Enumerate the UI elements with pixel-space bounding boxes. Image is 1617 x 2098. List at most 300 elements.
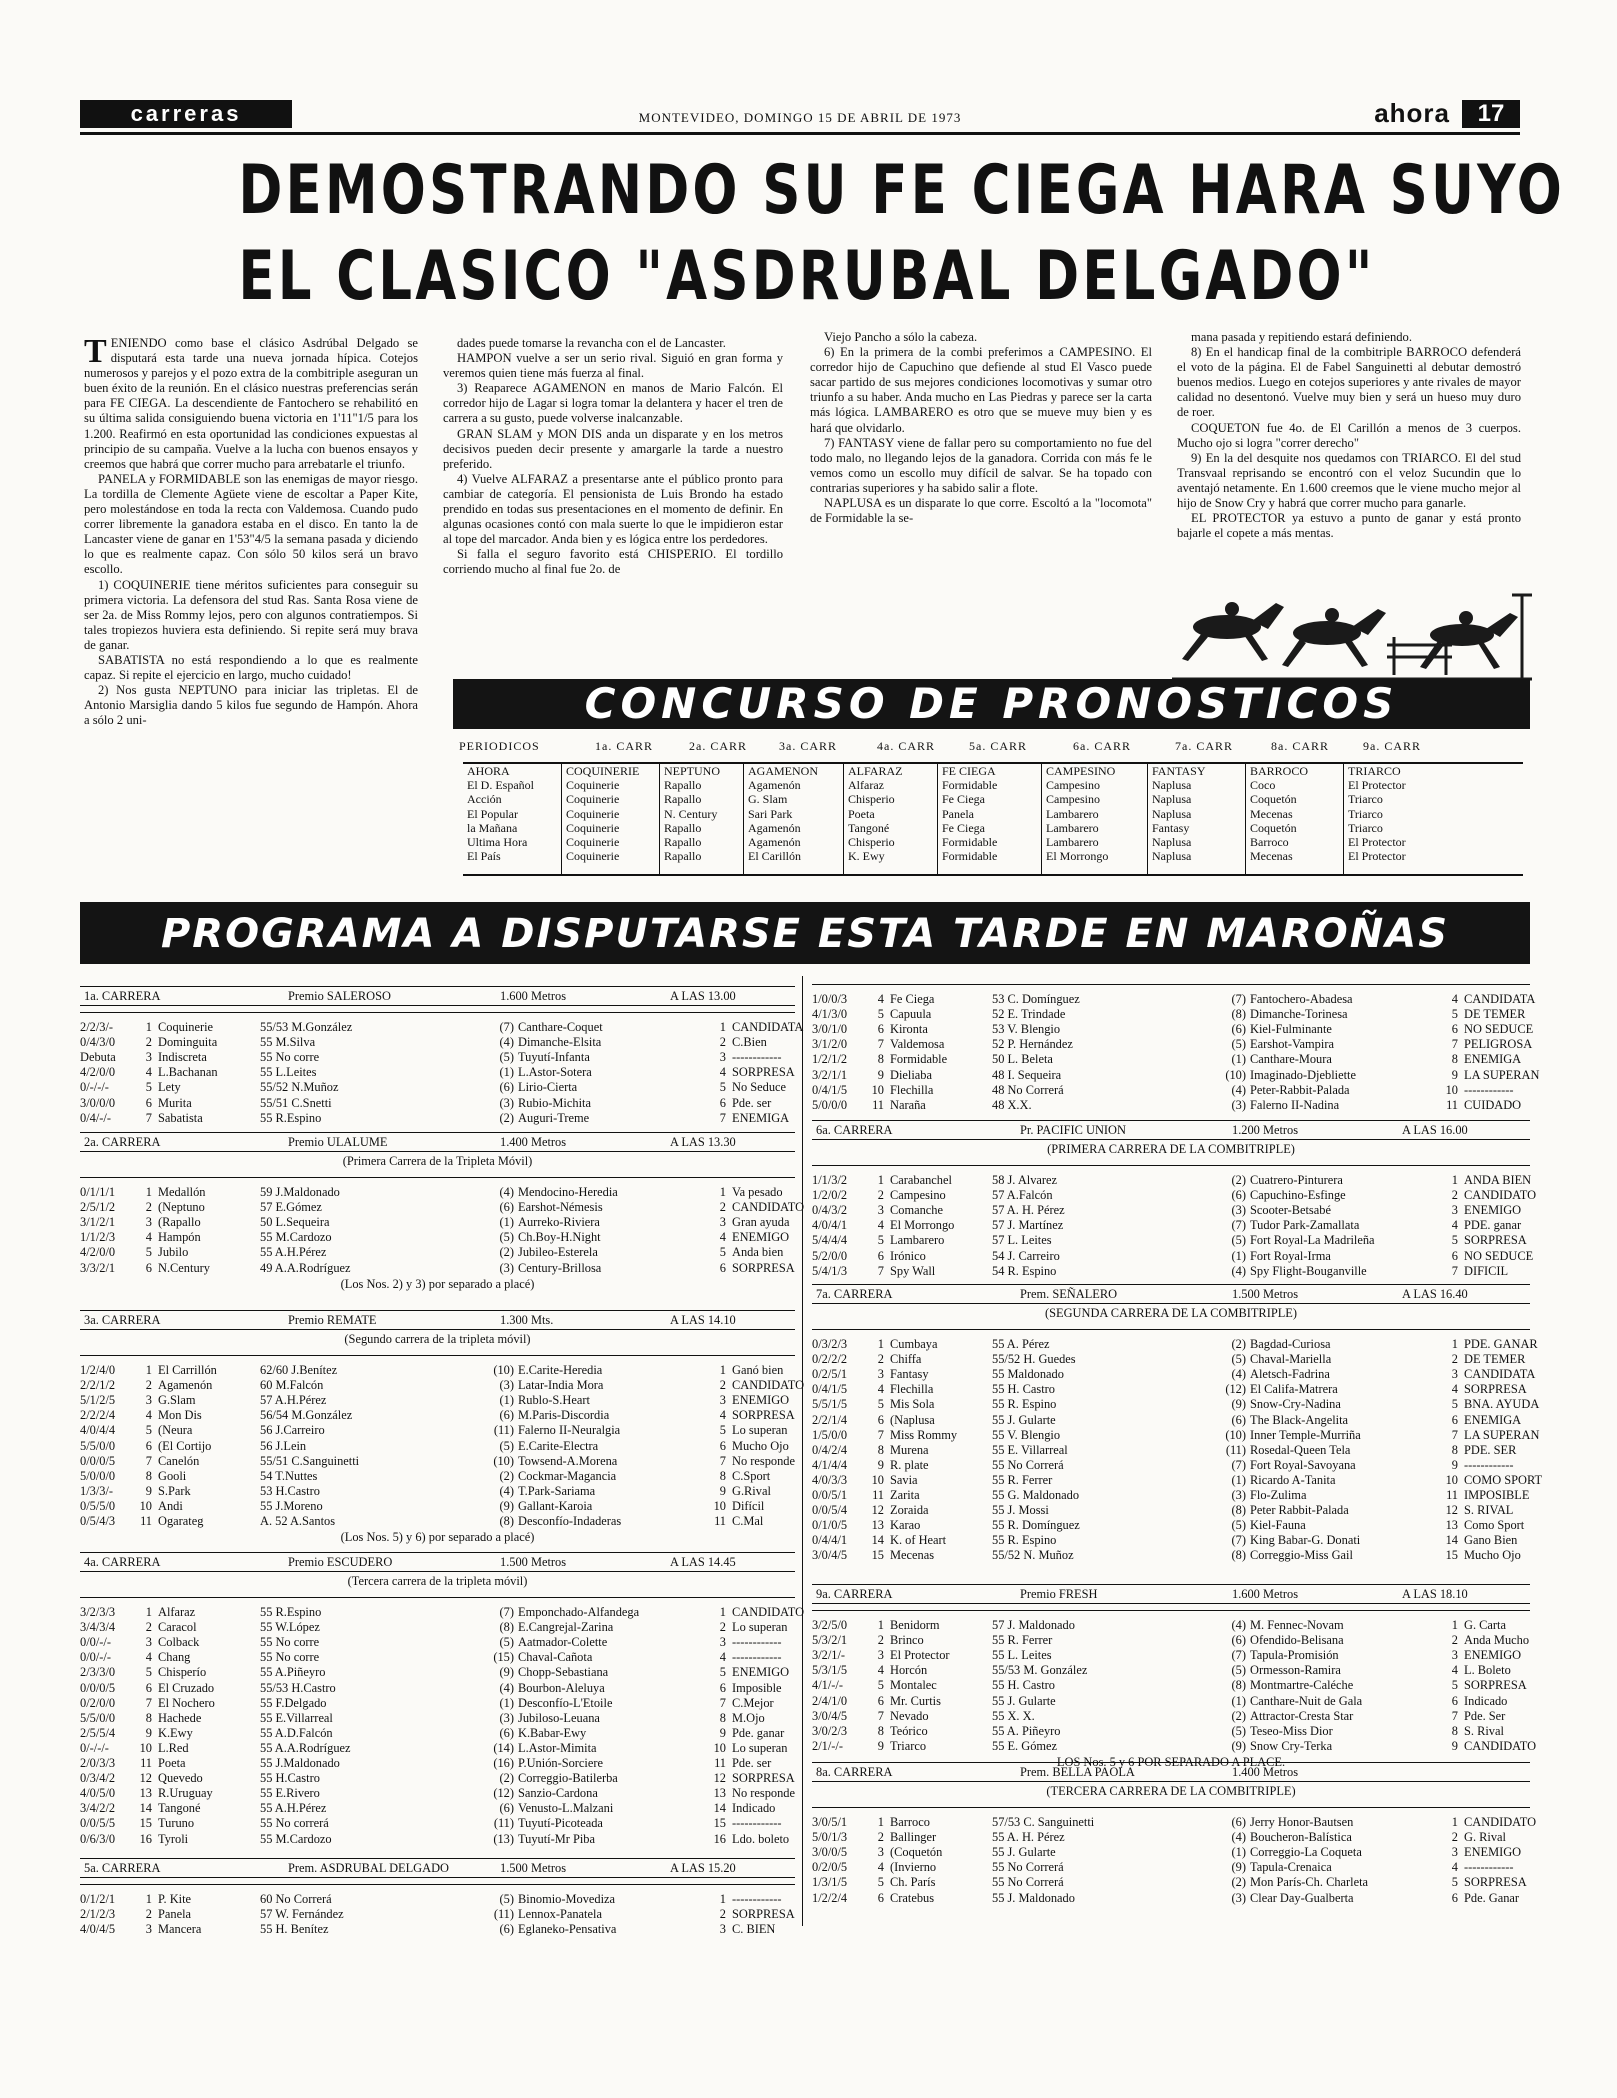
jockey: 48 No Correrá: [992, 1082, 1064, 1097]
number: 7: [145, 1695, 152, 1710]
number: 4: [877, 1860, 884, 1875]
number: 10: [139, 1740, 152, 1755]
comment: Pde. Ganar: [1464, 1890, 1520, 1905]
race-entry-row: [80, 1665, 795, 1680]
gate: (5): [499, 1892, 514, 1906]
jockey: 55 Maldonado: [992, 1367, 1064, 1382]
concurso-cell: Coco: [1250, 778, 1276, 793]
number: 5: [877, 1397, 884, 1412]
concurso-cell: Rapallo: [664, 820, 702, 835]
concurso-cell: Acción: [467, 792, 502, 807]
race-entry-row: [812, 1052, 1530, 1067]
form: 1/1/2/3: [80, 1230, 116, 1245]
gate: (3): [1231, 1097, 1246, 1112]
jockey: 55 H.Castro: [260, 1771, 320, 1786]
jockey: 53 V. Blengio: [992, 1022, 1061, 1037]
pedigree: Cuatrero-Pinturera: [1250, 1173, 1343, 1187]
horse: Capuula: [890, 1007, 932, 1022]
form: 5/1/2/5: [80, 1393, 116, 1408]
pick-number: 5: [719, 1245, 726, 1260]
concurso-cell: Rapallo: [664, 792, 702, 807]
number: 6: [877, 1412, 884, 1427]
gate: (9): [499, 1665, 514, 1680]
race-entry-row: [80, 1620, 795, 1635]
number: 4: [877, 1382, 884, 1397]
gate: (6): [499, 1725, 514, 1740]
horse: (Invierno: [890, 1860, 937, 1875]
gate: (8): [499, 1620, 514, 1635]
race-entry-row: [812, 1337, 1538, 1352]
race-prize: Premio REMATE: [288, 1313, 377, 1327]
concurso-cell: N. Century: [664, 806, 718, 821]
horse: Valdemosa: [890, 1037, 945, 1052]
horse: (Rapallo: [158, 1215, 201, 1230]
race-entry-row: [812, 1845, 1530, 1860]
form: 2/0/3/3: [80, 1756, 116, 1770]
horse: Mancera: [158, 1922, 202, 1937]
gate: (4): [499, 1185, 514, 1199]
pedigree: Inner Temple-Murriña: [1250, 1427, 1361, 1442]
form: 2/1/-/-: [812, 1738, 843, 1753]
race-prize: Prem. BELLA PAOLA: [1020, 1765, 1135, 1779]
horse: Mr. Curtis: [890, 1693, 941, 1708]
form: 5/2/0/0: [812, 1248, 848, 1263]
comment: Imposible: [732, 1680, 782, 1695]
pick-number: 8: [1451, 1723, 1458, 1738]
horse: Carabanchel: [890, 1173, 952, 1187]
race-rule: [812, 1807, 1530, 1808]
pick-number: 7: [1451, 1427, 1458, 1442]
gate: (6): [499, 1200, 514, 1215]
pick-number: 9: [1451, 1457, 1458, 1472]
jockey: 57 W. Fernández: [260, 1907, 344, 1922]
comment: Pde. ganar: [732, 1725, 785, 1740]
pick-number: 14: [713, 1801, 726, 1816]
form: 5/0/0/0: [812, 1097, 848, 1112]
jockey: 55 F.Delgado: [260, 1695, 327, 1710]
pedigree: Teseo-Miss Dior: [1250, 1723, 1333, 1738]
programa-title: PROGRAMA A DISPUTARSE ESTA TARDE EN MAROÑAS: [160, 911, 1450, 957]
number: 3: [145, 1635, 152, 1650]
jockey: 55 No corre: [260, 1635, 320, 1650]
comment: Indicado: [1464, 1693, 1508, 1708]
number: 3: [145, 1922, 152, 1937]
pedigree: Binomio-Movediza: [518, 1892, 616, 1906]
gate: (9): [1231, 1860, 1246, 1875]
form: 3/1/2/0: [812, 1037, 848, 1052]
pedigree: Falerno II-Neuralgia: [518, 1423, 621, 1438]
gate: (16): [493, 1756, 514, 1770]
concurso-cell: Coquinerie: [566, 835, 620, 850]
jockey: 55 No correrá: [260, 1816, 329, 1831]
pick-number: 10: [1445, 1472, 1458, 1487]
pedigree: Correggio-Batilerba: [518, 1771, 618, 1786]
race-entry-row: [80, 1711, 795, 1726]
pick-number: 6: [1451, 1412, 1458, 1427]
concurso-cell: Ultima Hora: [467, 835, 528, 850]
number: 9: [145, 1483, 152, 1498]
number: 10: [871, 1082, 884, 1097]
number: 8: [877, 1723, 884, 1738]
race-entry-row: [812, 1860, 1530, 1875]
concurso-header: 5a. CARR: [969, 739, 1028, 753]
pedigree: Jubileo-Esterela: [518, 1245, 598, 1260]
horse: Savia: [890, 1472, 918, 1487]
jockey: 55 A.A.Rodríguez: [260, 1740, 351, 1755]
number: 4: [145, 1408, 152, 1423]
race-entry-row: [812, 1648, 1530, 1663]
horse: Chisperío: [158, 1665, 207, 1680]
gate: (7): [1231, 992, 1246, 1006]
number: 6: [877, 1248, 884, 1263]
jockey: 55 J.Maldonado: [260, 1756, 340, 1770]
horse: Lety: [158, 1080, 181, 1095]
race-entry-row: [80, 1111, 795, 1126]
jockey: 55 No corre: [260, 1650, 320, 1665]
jockey: 55 A.H.Pérez: [260, 1801, 327, 1816]
form: 0/2/0/0: [80, 1695, 116, 1710]
comment: PELIGROSA: [1464, 1037, 1533, 1052]
pedigree: Peter-Rabbit-Palada: [1250, 1082, 1350, 1097]
jockey: 56/54 M.González: [260, 1408, 353, 1423]
column-divider: [802, 976, 803, 1926]
gate: (5): [1231, 1518, 1246, 1533]
race-entry-row: [80, 1801, 795, 1816]
number: 7: [877, 1708, 884, 1723]
comment: ------------: [732, 1050, 782, 1065]
pedigree: Ormesson-Ramira: [1250, 1663, 1341, 1678]
pick-number: 8: [719, 1468, 726, 1483]
comment: Lo superan: [732, 1423, 788, 1438]
comment: NO SEDUCE: [1464, 1248, 1534, 1263]
pick-number: 5: [1451, 1678, 1458, 1693]
race-entry-row: [812, 1738, 1537, 1754]
pedigree: M. Fennec-Novam: [1250, 1618, 1344, 1632]
pedigree: T.Park-Sariama: [518, 1483, 596, 1498]
gate: (4): [1231, 1263, 1246, 1278]
horse: Tangoné: [158, 1801, 201, 1816]
concurso-cell: Alfaraz: [848, 778, 884, 793]
number: 4: [145, 1230, 152, 1245]
form: 5/5/1/5: [812, 1397, 848, 1412]
comment: ANDA BIEN: [1464, 1173, 1532, 1187]
pedigree: Correggio-La Coqueta: [1250, 1845, 1362, 1860]
gate: (6): [499, 1922, 514, 1937]
pedigree: Ch.Boy-H.Night: [518, 1230, 601, 1245]
race-entry-row: [80, 1499, 795, 1514]
horse: Mecenas: [890, 1548, 935, 1563]
horse: Sabatista: [158, 1110, 203, 1125]
pick-number: 11: [1446, 1488, 1458, 1502]
form: 0/0/5/4: [812, 1503, 848, 1518]
gate: (5): [499, 1230, 514, 1245]
race-name: 2a. CARRERA: [84, 1135, 161, 1149]
comment: CANDIDATA: [732, 1020, 804, 1034]
number: 2: [145, 1907, 152, 1922]
number: 3: [145, 1215, 152, 1230]
concurso-header: PERIODICOS: [459, 739, 540, 753]
pick-number: 5: [719, 1665, 726, 1680]
jockey: 55/53 H.Castro: [260, 1680, 336, 1695]
horse: Nevado: [890, 1708, 929, 1723]
concurso-cell: Formidable: [942, 835, 998, 850]
pick-number: 15: [713, 1816, 726, 1831]
race-entry-row: [812, 1724, 1530, 1739]
horse: L.Red: [158, 1740, 189, 1755]
pedigree: Dimanche-Torinesa: [1250, 1007, 1348, 1022]
pick-number: 4: [1451, 1382, 1458, 1397]
gate: (1): [1231, 1845, 1246, 1860]
form: 0/2/0/5: [812, 1860, 848, 1875]
form: 0/4/1/5: [812, 1382, 848, 1397]
comment: SORPRESA: [1464, 1875, 1527, 1890]
number: 1: [877, 1815, 884, 1829]
race-name: 6a. CARRERA: [816, 1123, 893, 1137]
horse: Panela: [158, 1907, 192, 1922]
pick-number: 15: [1445, 1548, 1458, 1563]
concurso-cell: Coquinerie: [566, 820, 620, 835]
gate: (3): [1231, 1890, 1246, 1905]
page-header: [80, 96, 1520, 134]
gate: (4): [1231, 1830, 1246, 1845]
gate: (3): [499, 1710, 514, 1725]
race-rule: [80, 1597, 795, 1598]
pedigree: E.Carite-Heredia: [518, 1363, 603, 1377]
form: 1/1/3/2: [812, 1173, 848, 1187]
concurso-cell: Formidable: [942, 778, 998, 793]
form: 0/4/-/-: [80, 1110, 111, 1125]
form: 2/2/3/-: [80, 1020, 114, 1034]
concurso-cell: Fe Ciega: [942, 820, 985, 835]
pedigree: Attractor-Cresta Star: [1250, 1708, 1354, 1723]
horse: Comanche: [890, 1203, 943, 1218]
gate: (7): [1231, 1218, 1246, 1233]
pick-number: 6: [719, 1438, 726, 1453]
form: 0/3/4/2: [80, 1771, 116, 1786]
jockey: 55 V. Blengio: [992, 1427, 1061, 1442]
horse: Cumbaya: [890, 1337, 938, 1351]
gate: (12): [493, 1786, 514, 1801]
race-entry-row: [812, 1248, 1534, 1264]
jockey: 60 No Correrá: [260, 1892, 332, 1906]
form: 2/2/1/2: [80, 1378, 116, 1393]
concurso-cell: Lambarero: [1046, 820, 1099, 835]
concurso-cell: El D. Español: [467, 778, 534, 793]
form: 2/3/3/0: [80, 1665, 116, 1680]
form: 3/0/2/3: [812, 1723, 848, 1738]
horse: Ch. París: [890, 1875, 936, 1890]
race-time: A LAS 13.00: [670, 989, 736, 1003]
comment: No Seduce: [732, 1080, 787, 1095]
race-prize: Pr. PACIFIC UNION: [1020, 1123, 1126, 1137]
concurso-cell: Triarco: [1348, 806, 1383, 821]
form: 4/1/3/0: [812, 1007, 848, 1022]
pick-number: 6: [1451, 1022, 1458, 1037]
horse: (Neptuno: [158, 1200, 205, 1215]
concurso-cell: Naplusa: [1152, 835, 1192, 850]
pick-number: 16: [713, 1831, 726, 1846]
pedigree: Dimanche-Elsita: [518, 1035, 602, 1050]
race-dist: 1.400 Metros: [500, 1135, 567, 1149]
comment: LA SUPERAN: [1464, 1067, 1540, 1082]
concurso-cell: Chisperio: [848, 835, 895, 850]
gate: (5): [499, 1050, 514, 1065]
form: 0/-/-/-: [80, 1740, 109, 1755]
gate: (8): [1231, 1548, 1246, 1563]
jockey: 50 L. Beleta: [992, 1052, 1053, 1067]
gate: (2): [1231, 1337, 1246, 1351]
pick-number: 11: [714, 1756, 726, 1770]
number: 1: [145, 1605, 152, 1619]
comment: ENEMIGA: [1464, 1052, 1522, 1067]
article-column-2: [443, 336, 783, 668]
concurso-cell: Rapallo: [664, 835, 702, 850]
race-entry-row: [80, 1756, 795, 1771]
jockey: 55 M.Cardozo: [260, 1831, 332, 1846]
comment: SORPRESA: [732, 1907, 795, 1922]
pedigree: E.Cangrejal-Zarina: [518, 1620, 614, 1635]
pedigree: Rosedal-Queen Tela: [1250, 1442, 1351, 1457]
jockey: 55/52 N.Muñoz: [260, 1080, 339, 1095]
comment: Difícil: [732, 1498, 765, 1513]
comment: Anda bien: [732, 1245, 784, 1260]
form: 2/5/1/2: [80, 1200, 116, 1215]
form: 1/2/4/0: [80, 1363, 116, 1377]
gate: (2): [1231, 1173, 1246, 1187]
jockey: 55 R.Espino: [260, 1605, 322, 1619]
pedigree: Tudor Park-Zamallata: [1250, 1218, 1360, 1233]
race-dist: 1.200 Metros: [1232, 1123, 1299, 1137]
comment: Gano Bien: [1464, 1533, 1518, 1548]
concurso-cell: NEPTUNO: [664, 764, 720, 778]
brand-logo: ahora: [1374, 98, 1450, 128]
race-entry-row: [812, 1382, 1530, 1397]
number: 9: [877, 1067, 884, 1082]
gate: (11): [493, 1423, 514, 1438]
race-prize: Premio SALEROSO: [288, 989, 391, 1003]
concurso-cell: Mecenas: [1250, 849, 1293, 864]
pedigree: Canthare-Coquet: [518, 1020, 603, 1034]
horse: Triarco: [890, 1738, 927, 1753]
concurso-cell: Coquinerie: [566, 849, 620, 864]
pick-number: 3: [719, 1922, 726, 1937]
number: 12: [139, 1771, 152, 1786]
comment: PDE. GANAR: [1464, 1337, 1538, 1351]
race-entry-row: [812, 1518, 1530, 1533]
article-column-1: [84, 333, 418, 892]
pedigree: Tapula-Crenaica: [1250, 1860, 1332, 1875]
comment: ------------: [732, 1816, 782, 1831]
article-paragraph: GRAN SLAM y MON DIS anda un disparate y en los metros decisivos pueden decir presente y amargarle la tarde a nuestro preferido.: [443, 426, 783, 471]
article-column-3: [810, 330, 1152, 620]
concurso-cell: Barroco: [1250, 835, 1289, 850]
race-entry-row: [80, 1393, 795, 1408]
pick-number: 1: [719, 1605, 726, 1619]
pedigree: Bagdad-Curiosa: [1250, 1337, 1331, 1351]
pick-number: 10: [713, 1498, 726, 1513]
form: 5/5/0/0: [80, 1438, 116, 1453]
concurso-column: [1343, 764, 1523, 874]
comment: G. Rival: [1464, 1830, 1506, 1845]
concurso-cell: El Morrongo: [1046, 849, 1109, 864]
article-paragraph: mana pasada y repitiendo estará definiendo.: [1191, 330, 1412, 344]
jockey: 55 R. Espino: [992, 1533, 1057, 1548]
race-entry-row: [812, 1815, 1537, 1830]
comment: S. RIVAL: [1464, 1503, 1514, 1518]
pick-number: 4: [1451, 1860, 1458, 1875]
number: 7: [877, 1037, 884, 1052]
race-name: 8a. CARRERA: [816, 1765, 893, 1779]
concurso-cell: Rapallo: [664, 849, 702, 864]
pick-number: 4: [719, 1230, 726, 1245]
horse: Lambarero: [890, 1233, 945, 1248]
jockey: 55 W.López: [260, 1620, 320, 1635]
article-paragraph: dades puede tomarse la revancha con el de Lancaster.: [457, 336, 726, 350]
gate: (11): [493, 1907, 514, 1922]
number: 4: [877, 1218, 884, 1233]
horse: N.Century: [158, 1260, 210, 1275]
pedigree: Ofendido-Belisana: [1250, 1633, 1344, 1648]
number: 5: [877, 1233, 884, 1248]
pedigree: Desconfío-Indaderas: [518, 1514, 622, 1528]
horse: El Carrillón: [158, 1363, 217, 1377]
form: 3/2/5/0: [812, 1618, 848, 1632]
race-entry-row: [80, 1200, 805, 1215]
pick-number: 6: [1451, 1248, 1458, 1263]
number: 11: [872, 1488, 884, 1502]
gate: (1): [1231, 1693, 1246, 1708]
concurso-cell: Campesino: [1046, 778, 1100, 793]
pick-number: 7: [719, 1453, 726, 1468]
race-dist: 1.600 Metros: [1232, 1587, 1299, 1601]
pick-number: 12: [1445, 1503, 1458, 1518]
comment: ------------: [1464, 1082, 1514, 1097]
jockey: 57 J. Martínez: [992, 1218, 1064, 1233]
concurso-cell: FE CIEGA: [942, 764, 996, 778]
comment: ENEMIGO: [1464, 1203, 1522, 1218]
concurso-cell: Naplusa: [1152, 806, 1192, 821]
race-prize: Premio ULALUME: [288, 1135, 388, 1149]
horse: Murita: [158, 1095, 192, 1110]
race-time: A LAS 18.10: [1402, 1587, 1468, 1601]
concurso-cell: G. Slam: [748, 792, 788, 807]
gate: (4): [1231, 1618, 1246, 1632]
horse: Tyroli: [158, 1831, 189, 1846]
horse: L.Bachanan: [158, 1065, 218, 1080]
jockey: 52 P. Hernández: [992, 1037, 1073, 1052]
race-entry-row: [80, 1514, 795, 1529]
gate: (5): [1231, 1352, 1246, 1367]
pick-number: 1: [719, 1892, 726, 1906]
pedigree: Snow-Cry-Nadina: [1250, 1397, 1341, 1412]
form: 3/0/0/0: [80, 1095, 116, 1110]
pick-number: 7: [1451, 1037, 1458, 1052]
comment: DE TEMER: [1464, 1352, 1526, 1367]
pedigree: Aurreko-Riviera: [518, 1215, 600, 1230]
article-paragraph: Si falla el seguro favorito está CHISPERIO. El tordillo corriendo mucho al final fue 2o. de: [443, 547, 783, 577]
comment: ENEMIGO: [732, 1393, 790, 1408]
pedigree: Flo-Zulima: [1250, 1488, 1307, 1502]
pick-number: 1: [719, 1185, 726, 1199]
comment: Anda Mucho: [1464, 1633, 1530, 1648]
race-time: A LAS 13.30: [670, 1135, 736, 1149]
pick-number: 3: [719, 1393, 726, 1408]
gate: (4): [499, 1483, 514, 1498]
pedigree: Chaval-Cañota: [518, 1650, 593, 1665]
race-entry-row: [80, 1635, 795, 1650]
comment: ------------: [732, 1892, 782, 1906]
pedigree: El Califa-Matrera: [1250, 1382, 1338, 1397]
